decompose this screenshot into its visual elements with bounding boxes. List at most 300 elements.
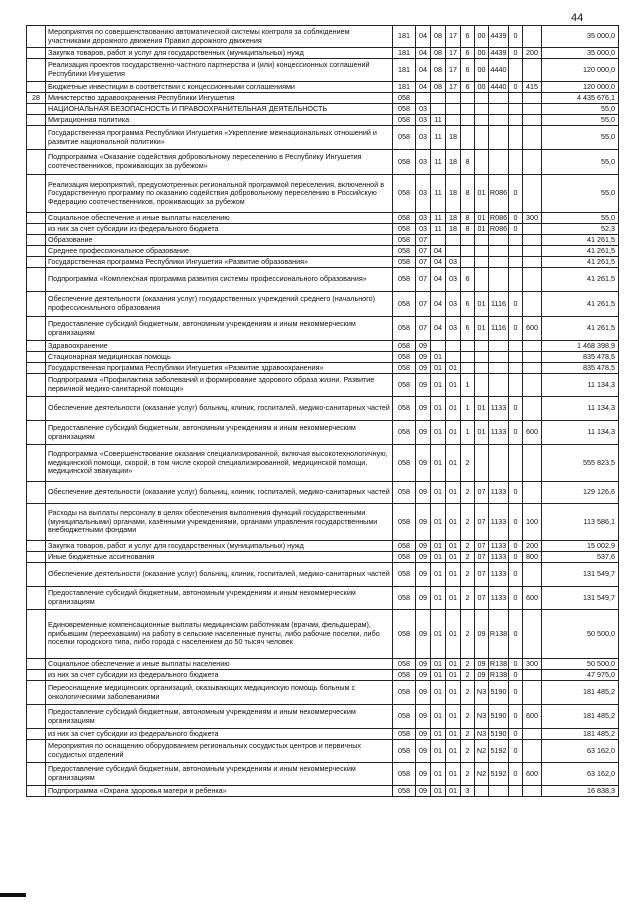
amount: 55,0	[542, 150, 619, 175]
direction-sub-code: 0	[509, 317, 523, 341]
section-code: 07	[416, 292, 431, 317]
row-number	[27, 48, 46, 59]
section-code: 09	[416, 786, 431, 797]
section-code: 09	[416, 763, 431, 786]
direction-sub-code: 0	[509, 82, 523, 93]
direction-sub-code: 0	[509, 224, 523, 235]
subprogram-code	[461, 93, 475, 104]
direction-sub-code	[509, 126, 523, 150]
row-number	[27, 763, 46, 786]
row-name: Государственная программа Республики Ингушетия «Развитие здравоохранения»	[46, 363, 393, 374]
amount: 131 549,7	[542, 587, 619, 610]
subsection-code: 01	[431, 541, 446, 552]
direction-code: R086	[489, 212, 508, 222]
subsection-code: 01	[431, 610, 446, 659]
row-name: Обеспечение деятельности (оказание услуг) больниц, клиник, госпиталей, медико-санитарных частей	[46, 397, 393, 421]
row-name: Социальное обеспечение и иные выплаты населению	[46, 213, 393, 224]
event-code	[475, 115, 489, 126]
row-name: Расходы на выплаты персоналу в целях обеспечения выполнения функций государственными (муниципальными) органами, казёнными учреждениями, органами управления государственными внебюджетными фондами	[46, 504, 393, 541]
admin-code: 058	[393, 126, 416, 150]
row-name: Обеспечение деятельности (оказание услуг) больниц, клиник, госпиталей, медико-санитарных частей	[46, 482, 393, 504]
subprogram-code: 2	[461, 681, 475, 705]
direction-code	[489, 150, 509, 175]
event-code: 01	[475, 317, 489, 341]
program-code: 17	[446, 26, 461, 48]
row-name: Министерство здравоохранения Республики Ингушетия	[46, 93, 393, 104]
row-name: Государственная программа Республики Ингушетия «Развитие образования»	[46, 257, 393, 268]
subsection-code: 04	[431, 257, 446, 268]
admin-code: 058	[393, 150, 416, 175]
expense-type-code	[523, 26, 542, 48]
row-name: Предоставление субсидий бюджетным, автономным учреждениям и иным некоммерческим организациям	[46, 763, 393, 786]
table-row	[27, 740, 619, 763]
subprogram-code: 8	[461, 224, 475, 235]
direction-sub-code	[509, 104, 523, 115]
expense-type-code	[523, 374, 542, 397]
admin-code: 058	[393, 786, 416, 797]
event-code	[475, 150, 489, 175]
program-code: 03	[446, 257, 461, 268]
table-row	[27, 150, 619, 175]
direction-code	[489, 235, 509, 246]
program-code: 01	[446, 740, 461, 763]
table-row	[27, 786, 619, 797]
event-code: N2	[475, 740, 489, 763]
direction-sub-code: 0	[509, 421, 523, 445]
expense-type-code	[523, 115, 542, 126]
section-code: 09	[416, 341, 431, 352]
section-code: 04	[416, 82, 431, 93]
direction-code: 1133	[489, 563, 509, 587]
section-code: 09	[416, 659, 431, 670]
subprogram-code: 8	[461, 175, 475, 213]
subsection-code: 11	[431, 150, 446, 175]
expense-type-code	[523, 341, 542, 352]
amount: 63 162,0	[542, 740, 619, 763]
admin-code: 058	[393, 175, 416, 213]
event-code	[475, 268, 489, 292]
section-code: 04	[416, 48, 431, 59]
row-number	[27, 257, 46, 268]
direction-sub-code	[509, 93, 523, 104]
section-code: 09	[416, 610, 431, 659]
event-code: 09	[475, 610, 489, 659]
event-code: 00	[475, 59, 489, 82]
row-name: Реализация мероприятий, предусмотренных региональной программой переселения, включенной в Государственную программу по оказанию содействия добровольному переселению в Российскую Федерацию соотечественников, проживающих за рубежом	[46, 175, 393, 213]
row-name: из них за счет субсидии из федерального бюджета	[46, 670, 393, 681]
amount: 35 000,0	[542, 26, 619, 48]
subprogram-code: 2	[461, 659, 475, 670]
direction-code	[489, 93, 509, 104]
program-code: 18	[446, 126, 461, 150]
program-code: 18	[446, 224, 461, 235]
amount: 120 000,0	[542, 59, 619, 82]
amount: 11 134,3	[542, 421, 619, 445]
amount: 41 261,5	[542, 246, 619, 257]
admin-code: 058	[393, 729, 416, 740]
subsection-code: 08	[431, 48, 446, 59]
row-number: 28	[27, 93, 46, 104]
table-row	[27, 268, 619, 292]
section-code: 03	[416, 150, 431, 175]
row-name: Подпрограмма «Комплексная программа развития системы профессионального образования»	[46, 268, 393, 292]
subsection-code: 08	[431, 59, 446, 82]
table-row	[27, 681, 619, 705]
direction-sub-code: 0	[509, 504, 523, 541]
admin-code: 058	[393, 224, 416, 235]
direction-code: R086	[489, 175, 509, 213]
subsection-code: 01	[431, 552, 446, 563]
row-name: Мероприятия по совершенствованию автоматической системы контроля за соблюдением участниками дорожного движения Правил дорожного движения	[46, 26, 393, 48]
direction-code	[489, 257, 509, 268]
direction-code: 1133	[489, 552, 509, 563]
expense-type-code	[523, 104, 542, 115]
table-row	[27, 213, 619, 224]
section-code	[416, 93, 431, 104]
direction-sub-code: 0	[509, 681, 523, 705]
admin-code: 058	[393, 93, 416, 104]
program-code	[446, 104, 461, 115]
direction-sub-code: 0	[509, 763, 523, 786]
expense-type-code	[523, 175, 542, 213]
section-code: 09	[416, 705, 431, 729]
direction-code	[489, 246, 509, 257]
section-code: 09	[416, 729, 431, 740]
subsection-code: 01	[431, 352, 446, 363]
program-code: 18	[446, 213, 461, 224]
subsection-code: 11	[431, 213, 446, 224]
admin-code: 181	[393, 48, 416, 59]
expense-type-code	[523, 563, 542, 587]
row-number	[27, 729, 46, 740]
expense-type-code	[523, 224, 542, 235]
amount: 41 261,5	[542, 268, 619, 292]
direction-code: 1116	[489, 317, 509, 341]
event-code: 00	[475, 26, 489, 48]
row-number	[27, 268, 46, 292]
program-code: 17	[446, 48, 461, 59]
table-row	[27, 610, 619, 659]
row-number	[27, 26, 46, 48]
admin-code: 058	[393, 246, 416, 257]
admin-code: 058	[393, 670, 416, 681]
subsection-code: 01	[431, 763, 446, 786]
expense-type-code	[523, 59, 542, 82]
amount: 11 134,3	[542, 374, 619, 397]
direction-sub-code: 0	[509, 482, 523, 504]
subprogram-code	[461, 126, 475, 150]
row-number	[27, 175, 46, 213]
table-row	[27, 257, 619, 268]
amount: 41 261,5	[542, 257, 619, 268]
amount: 55,0	[542, 126, 619, 150]
program-code: 18	[446, 150, 461, 175]
event-code: 07	[475, 482, 489, 504]
admin-code: 058	[393, 563, 416, 587]
direction-sub-code	[509, 257, 523, 268]
row-name: Предоставление субсидий бюджетным, автономным учреждениям и иным некоммерческим организациям	[46, 587, 393, 610]
amount: 50 500,0	[542, 659, 619, 670]
admin-code: 058	[393, 213, 416, 224]
amount: 41 261,5	[542, 317, 619, 341]
subsection-code: 08	[431, 26, 446, 48]
amount: 35 000,0	[542, 48, 619, 59]
direction-sub-code	[509, 268, 523, 292]
section-code: 09	[416, 504, 431, 541]
section-code: 09	[416, 397, 431, 421]
expense-type-code: 600	[523, 763, 542, 786]
expense-type-code	[523, 292, 542, 317]
table-body	[27, 26, 619, 797]
admin-code: 058	[393, 681, 416, 705]
admin-code: 058	[393, 317, 416, 341]
row-name: Закупка товаров, работ и услуг для государственных (муниципальных) нужд	[46, 541, 393, 552]
subprogram-code	[461, 352, 475, 363]
subsection-code: 04	[431, 268, 446, 292]
section-code: 09	[416, 482, 431, 504]
direction-sub-code: 0	[509, 587, 523, 610]
table-row	[27, 126, 619, 150]
event-code: 01	[475, 292, 489, 317]
subprogram-code	[461, 246, 475, 257]
direction-sub-code	[509, 341, 523, 352]
event-code: 07	[475, 563, 489, 587]
row-name: Обеспечение деятельности (оказания услуг) государственных учреждений среднего (начального) профессионального образования	[46, 292, 393, 317]
row-number	[27, 363, 46, 374]
expense-type-code: 300	[523, 659, 542, 670]
section-code: 09	[416, 421, 431, 445]
subsection-code: 01	[431, 740, 446, 763]
subprogram-code: 6	[461, 292, 475, 317]
admin-code: 181	[393, 26, 416, 48]
expense-type-code	[523, 352, 542, 363]
direction-code: 4439	[490, 47, 507, 57]
row-name: Предоставление субсидий бюджетным, автономным учреждениям и иным некоммерческим организациям	[46, 705, 393, 729]
direction-sub-code: 0	[509, 213, 523, 224]
row-number	[27, 292, 46, 317]
row-number	[27, 740, 46, 763]
row-name: Предоставление субсидий бюджетным, автономным учреждениям и иным некоммерческим организациям	[46, 421, 393, 445]
direction-code: 4440	[489, 59, 509, 82]
admin-code: 058	[393, 115, 416, 126]
table-row	[27, 93, 619, 104]
direction-code	[489, 445, 509, 482]
expense-type-code: 600	[523, 421, 542, 445]
table-row	[27, 397, 619, 421]
admin-code: 058	[393, 421, 416, 445]
table-row	[27, 246, 619, 257]
direction-sub-code: 0	[509, 563, 523, 587]
amount: 55,0	[542, 175, 619, 213]
program-code	[446, 235, 461, 246]
subprogram-code: 6	[461, 268, 475, 292]
subsection-code: 04	[431, 246, 446, 257]
direction-sub-code	[509, 150, 523, 175]
direction-code	[489, 268, 509, 292]
expense-type-code	[523, 150, 542, 175]
subsection-code: 01	[431, 729, 446, 740]
row-number	[27, 421, 46, 445]
subsection-code: 01	[431, 705, 446, 729]
subprogram-code: 6	[461, 48, 475, 59]
amount: 50 500,0	[542, 610, 619, 659]
row-number	[27, 213, 46, 224]
admin-code: 058	[393, 659, 416, 670]
table-row	[27, 670, 619, 681]
admin-code: 058	[393, 740, 416, 763]
event-code	[475, 126, 489, 150]
admin-code: 058	[393, 763, 416, 786]
row-number	[27, 374, 46, 397]
subprogram-code: 2	[461, 670, 475, 681]
direction-code: 5192	[489, 740, 509, 763]
direction-sub-code: 0	[509, 610, 523, 659]
direction-code: 5190	[490, 728, 507, 738]
subprogram-code: 6	[461, 26, 475, 48]
table-row	[27, 292, 619, 317]
table-row	[27, 352, 619, 363]
row-number	[27, 659, 46, 670]
direction-code: 1133	[489, 587, 509, 610]
program-code: 03	[446, 268, 461, 292]
row-name: из них за счет субсидии из федерального бюджета	[46, 729, 393, 740]
direction-sub-code: 0	[509, 541, 523, 552]
expense-type-code: 600	[523, 317, 542, 341]
row-name: Стационарная медицинская помощь	[46, 352, 393, 363]
row-number	[27, 445, 46, 482]
row-name: Здравоохранение	[46, 341, 393, 352]
subsection-code: 04	[431, 317, 446, 341]
program-code: 18	[446, 175, 461, 213]
program-code: 17	[446, 59, 461, 82]
row-name: Подпрограмма «Профилактика заболеваний и формирование здорового образа жизни. Развитие первичной медико-санитарной помощи»	[46, 374, 393, 397]
subsection-code	[431, 104, 446, 115]
subsection-code: 01	[431, 670, 446, 681]
admin-code: 058	[393, 363, 416, 374]
row-name: Миграционная политика	[46, 115, 393, 126]
table-row	[27, 705, 619, 729]
expense-type-code	[523, 235, 542, 246]
subsection-code: 01	[431, 563, 446, 587]
row-number	[27, 587, 46, 610]
amount: 181 485,2	[542, 729, 619, 740]
subsection-code: 11	[431, 115, 446, 126]
row-name: НАЦИОНАЛЬНАЯ БЕЗОПАСНОСТЬ И ПРАВООХРАНИТЕЛЬНАЯ ДЕЯТЕЛЬНОСТЬ	[46, 104, 393, 115]
event-code: 07	[475, 541, 489, 552]
direction-code: 1133	[489, 541, 509, 552]
page-number: 44	[571, 12, 584, 24]
expense-type-code	[523, 257, 542, 268]
row-name: Образование	[46, 235, 393, 246]
program-code: 01	[446, 482, 461, 504]
program-code: 01	[446, 610, 461, 659]
program-code: 01	[446, 786, 461, 797]
direction-code	[489, 786, 509, 797]
row-name: Мероприятия по оснащению оборудованием региональных сосудистых центров и первичных сосудистых отделений	[46, 740, 393, 763]
row-name: Среднее профессиональное образование	[46, 246, 393, 257]
program-code: 01	[446, 729, 461, 740]
program-code	[446, 93, 461, 104]
subprogram-code: 2	[461, 482, 475, 504]
direction-sub-code	[509, 115, 523, 126]
table-row	[27, 552, 619, 563]
row-number	[27, 786, 46, 797]
subsection-code: 08	[431, 82, 446, 93]
program-code	[446, 246, 461, 257]
expense-type-code	[523, 246, 542, 257]
table-row	[27, 504, 619, 541]
section-code: 07	[416, 268, 431, 292]
amount: 181 485,2	[542, 705, 619, 729]
direction-code	[489, 341, 509, 352]
section-code: 07	[416, 317, 431, 341]
direction-sub-code: 0	[509, 670, 523, 681]
subsection-code: 01	[431, 786, 446, 797]
row-number	[27, 341, 46, 352]
direction-sub-code	[509, 352, 523, 363]
event-code	[475, 93, 489, 104]
table-row	[27, 224, 619, 235]
subprogram-code: 1	[461, 397, 475, 421]
row-name: Реализация проектов государственно-частного партнерства и (или) концессионных соглашений Республики Ингушетия	[46, 59, 393, 82]
subsection-code: 01	[431, 659, 446, 670]
direction-sub-code: 0	[509, 705, 523, 729]
subprogram-code: 3	[461, 786, 475, 797]
admin-code: 058	[393, 705, 416, 729]
section-code: 03	[416, 224, 431, 235]
admin-code: 058	[393, 552, 416, 563]
section-code: 09	[416, 445, 431, 482]
row-name: Государственная программа Республики Ингушетия «Укрепление межнациональных отношений и развитие национальной политики»	[46, 126, 393, 150]
subprogram-code: 2	[461, 763, 475, 786]
expense-type-code: 100	[523, 504, 542, 541]
program-code: 01	[446, 421, 461, 445]
program-code: 01	[446, 670, 461, 681]
expense-type-code: 300	[523, 213, 542, 224]
section-code: 03	[416, 213, 431, 224]
section-code: 09	[416, 352, 431, 363]
direction-code: 1116	[489, 292, 509, 317]
row-number	[27, 126, 46, 150]
direction-sub-code: 0	[509, 740, 523, 763]
expense-type-code	[523, 126, 542, 150]
direction-sub-code: 0	[509, 729, 523, 740]
event-code	[475, 246, 489, 257]
direction-code	[489, 374, 509, 397]
row-name: Иные бюджетные ассигнования	[46, 552, 393, 563]
subsection-code	[431, 235, 446, 246]
direction-code: 1133	[489, 504, 509, 541]
section-code: 03	[416, 175, 431, 213]
subsection-code: 11	[431, 126, 446, 150]
row-name: Бюджетные инвестиции в соответствии с концессионными соглашениями	[46, 82, 393, 93]
event-code: 00	[475, 48, 489, 59]
table-row	[27, 317, 619, 341]
event-code: 09	[475, 670, 489, 681]
row-name: Предоставление субсидий бюджетным, автономным учреждениям и иным некоммерческим организациям	[46, 317, 393, 341]
table-row	[27, 482, 619, 504]
program-code: 03	[446, 292, 461, 317]
table-row	[27, 363, 619, 374]
amount: 52,3	[542, 224, 619, 235]
direction-code: 1133	[489, 482, 509, 504]
amount: 113 586,1	[542, 504, 619, 541]
direction-code	[489, 126, 509, 150]
program-code	[446, 115, 461, 126]
table-row	[27, 115, 619, 126]
subsection-code	[431, 93, 446, 104]
expense-type-code: 600	[523, 587, 542, 610]
